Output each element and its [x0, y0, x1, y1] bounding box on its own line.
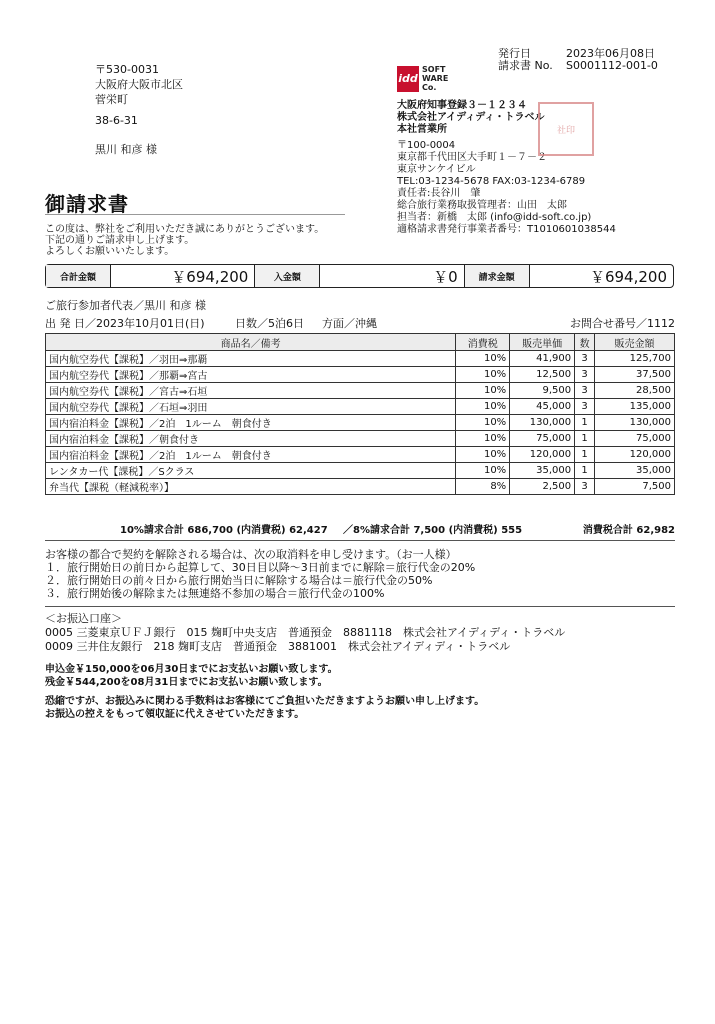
payment-schedule — [45, 663, 338, 689]
note-line-2: お振込の控えをもって領収証に代えさせていただきます。 — [45, 709, 305, 720]
summary-8-percent: ／8%請求合計 7,500 (内消費税) 555 — [343, 525, 523, 536]
recipient-address-1: 大阪府大阪市北区 — [95, 78, 183, 91]
logo-text-soft: SOFT — [422, 65, 446, 74]
fee-note — [45, 695, 484, 721]
table-row — [46, 367, 675, 383]
row-tax: 10% — [456, 351, 510, 367]
table-row — [46, 463, 675, 479]
header-unit-price: 販売単価 — [510, 334, 575, 351]
registration-number: 適格請求書発行事業者番号：T1010601038544 — [397, 224, 616, 235]
row-tax: 10% — [456, 415, 510, 431]
header-tax: 消費税 — [456, 334, 510, 351]
divider — [45, 606, 675, 607]
row-qty: 1 — [575, 431, 595, 447]
logo-text-co: Co. — [422, 83, 437, 92]
payment-deposit: 申込金￥150,000を06月30日までにお支払いお願い致します。 — [45, 664, 338, 675]
issuer-postal: 〒100-0004 — [397, 140, 456, 151]
total-amount-label: 合計金額 — [46, 265, 111, 287]
row-amount: 35,000 — [595, 463, 675, 479]
payment-balance: 残金￥544,200を08月31日までにお支払いお願い致します。 — [45, 677, 328, 688]
cancellation-policy — [45, 548, 475, 600]
row-qty: 3 — [575, 399, 595, 415]
cancellation-rule-3: ３．旅行開始後の解除または無連絡不参加の場合＝旅行代金の100% — [45, 587, 385, 600]
total-amount-value: ￥694,200 — [111, 265, 255, 287]
paid-amount-label: 入金額 — [255, 265, 320, 287]
cancellation-rule-1: １．旅行開始日の前日から起算して、30日目以降〜3日前までに解除＝旅行代金の20% — [45, 561, 476, 574]
table-header-row — [46, 334, 675, 351]
row-name: 国内宿泊料金【課税】／2泊 1ルーム 朝食付き — [46, 447, 456, 463]
row-qty: 1 — [575, 463, 595, 479]
row-price: 41,900 — [510, 351, 575, 367]
recipient-name: 黒川 和彦 様 — [95, 143, 157, 156]
row-amount: 135,000 — [595, 399, 675, 415]
row-name: 国内航空券代【課税】／宮古⇒石垣 — [46, 383, 456, 399]
responsible-person: 責任者:長谷川 肇 — [397, 188, 481, 199]
row-amount: 130,000 — [595, 415, 675, 431]
items-table — [45, 333, 675, 495]
row-tax: 10% — [456, 447, 510, 463]
row-qty: 3 — [575, 367, 595, 383]
row-tax: 10% — [456, 399, 510, 415]
company-seal-stamp — [538, 102, 594, 156]
totals-bar — [45, 264, 674, 288]
title-underline — [45, 214, 345, 215]
note-line-1: 恐縮ですが、お振込みに関わる手数料はお客様にてご負担いただきますようお願い申し上げます。 — [45, 696, 485, 707]
header-qty: 数 — [575, 334, 595, 351]
row-amount: 120,000 — [595, 447, 675, 463]
inquiry-number: お問合せ番号／1112 — [570, 317, 675, 330]
table-row — [46, 351, 675, 367]
table-row — [46, 399, 675, 415]
row-tax: 8% — [456, 479, 510, 495]
tour-representative: ご旅行参加者代表／黒川 和彦 様 — [45, 299, 206, 312]
issuer-address: 東京都千代田区大手町１－７－２ — [397, 152, 547, 163]
invoice-no: S0001112-001-0 — [566, 59, 658, 72]
row-amount: 75,000 — [595, 431, 675, 447]
row-price: 75,000 — [510, 431, 575, 447]
row-price: 35,000 — [510, 463, 575, 479]
row-qty: 3 — [575, 383, 595, 399]
invoice-no-label: 請求書 No. — [498, 59, 553, 72]
row-amount: 125,700 — [595, 351, 675, 367]
row-qty: 1 — [575, 447, 595, 463]
row-tax: 10% — [456, 367, 510, 383]
seal-text: 社印 — [556, 125, 575, 136]
row-name: 国内宿泊料金【課税】／朝食付き — [46, 431, 456, 447]
logo-text-ware: WARE — [422, 74, 449, 83]
table-row — [46, 479, 675, 495]
table-row — [46, 383, 675, 399]
persons-block — [397, 188, 616, 236]
header-amount: 販売金額 — [595, 334, 675, 351]
row-tax: 10% — [456, 463, 510, 479]
row-name: 国内航空券代【課税】／那覇⇒宮古 — [46, 367, 456, 383]
row-name: 弁当代【課税（軽減税率）】 — [46, 479, 456, 495]
billed-amount-value: ￥694,200 — [589, 267, 667, 286]
greeting-line-2: 下記の通りご請求申し上げます。 — [45, 235, 195, 246]
row-qty: 1 — [575, 415, 595, 431]
company-logo — [397, 62, 457, 96]
page-title: 御請求書 — [45, 192, 129, 216]
issue-date: 2023年06月08日 — [566, 47, 655, 60]
contact-person: 担当者：新橋 太郎 (info@idd-soft.co.jp) — [397, 212, 592, 223]
bank-heading: ＜お振込口座＞ — [45, 612, 122, 625]
issuer-building: 東京サンケイビル — [397, 164, 476, 175]
row-tax: 10% — [456, 431, 510, 447]
row-qty: 3 — [575, 351, 595, 367]
summary-tax-total: 消費税合計 62,982 — [582, 525, 675, 536]
bank-accounts — [45, 612, 565, 654]
row-tax: 10% — [456, 383, 510, 399]
row-price: 130,000 — [510, 415, 575, 431]
table-row — [46, 447, 675, 463]
invoice-meta — [498, 48, 658, 72]
travel-manager: 総合旅行業務取扱管理者：山田 太郎 — [397, 200, 567, 211]
row-name: 国内航空券代【課税】／羽田⇒那覇 — [46, 351, 456, 367]
logo-mark: idd — [397, 66, 419, 92]
row-price: 9,500 — [510, 383, 575, 399]
bank-account-2: 0009 三井住友銀行 218 麹町支店 普通預金 3881001 株式会社アイディディ・トラベル — [45, 640, 511, 653]
departure-date: 出 発 日／2023年10月01日(日) — [45, 317, 205, 330]
summary-10-percent: 10%請求合計 686,700 (内消費税) 62,427 — [120, 525, 328, 536]
cancellation-rule-2: ２．旅行開始日の前々日から旅行開始当日に解除する場合は＝旅行代金の50% — [45, 574, 433, 587]
row-amount: 28,500 — [595, 383, 675, 399]
row-name: 国内宿泊料金【課税】／2泊 1ルーム 朝食付き — [46, 415, 456, 431]
greeting-line-3: よろしくお願いいたします。 — [45, 246, 175, 257]
tour-direction: 方面／沖縄 — [322, 317, 377, 330]
row-price: 2,500 — [510, 479, 575, 495]
row-price: 12,500 — [510, 367, 575, 383]
paid-amount-value: ￥0 — [320, 265, 464, 287]
cancellation-intro: お客様の都合で契約を解除される場合は、次の取消料を申し受けます。（お一人様） — [45, 548, 457, 561]
row-price: 120,000 — [510, 447, 575, 463]
table-row — [46, 415, 675, 431]
greeting-block — [45, 224, 324, 257]
issue-date-label: 発行日 — [498, 47, 531, 60]
recipient-address-2: 菅栄町 — [95, 93, 128, 106]
row-amount: 37,500 — [595, 367, 675, 383]
row-qty: 3 — [575, 479, 595, 495]
bank-account-1: 0005 三菱東京ＵＦＪ銀行 015 麹町中央支店 普通預金 8881118 株式会社アイディディ・トラベル — [45, 626, 566, 639]
billed-amount-label: 請求金額 — [465, 265, 530, 287]
row-name: 国内航空券代【課税】／石垣⇒羽田 — [46, 399, 456, 415]
header-item-name: 商品名／備考 — [46, 334, 456, 351]
row-price: 45,000 — [510, 399, 575, 415]
recipient-postal: 〒530-0031 — [95, 63, 159, 76]
issuer-license: 大阪府知事登録３－１２３４ — [397, 100, 527, 111]
issuer-company: 株式会社アイディディ・トラベル — [397, 112, 545, 123]
recipient-block — [95, 62, 183, 157]
recipient-address-3: 38-6-31 — [95, 114, 138, 127]
row-name: レンタカー代【課税】／Sクラス — [46, 463, 456, 479]
issuer-tel: TEL:03-1234-5678 FAX:03-1234-6789 — [397, 176, 586, 187]
tour-days: 日数／5泊6日 — [235, 317, 304, 330]
divider — [45, 540, 675, 541]
table-row — [46, 431, 675, 447]
row-amount: 7,500 — [595, 479, 675, 495]
greeting-line-1: この度は、弊社をご利用いただき誠にありがとうございます。 — [45, 224, 325, 235]
issuer-branch: 本社営業所 — [397, 124, 447, 135]
